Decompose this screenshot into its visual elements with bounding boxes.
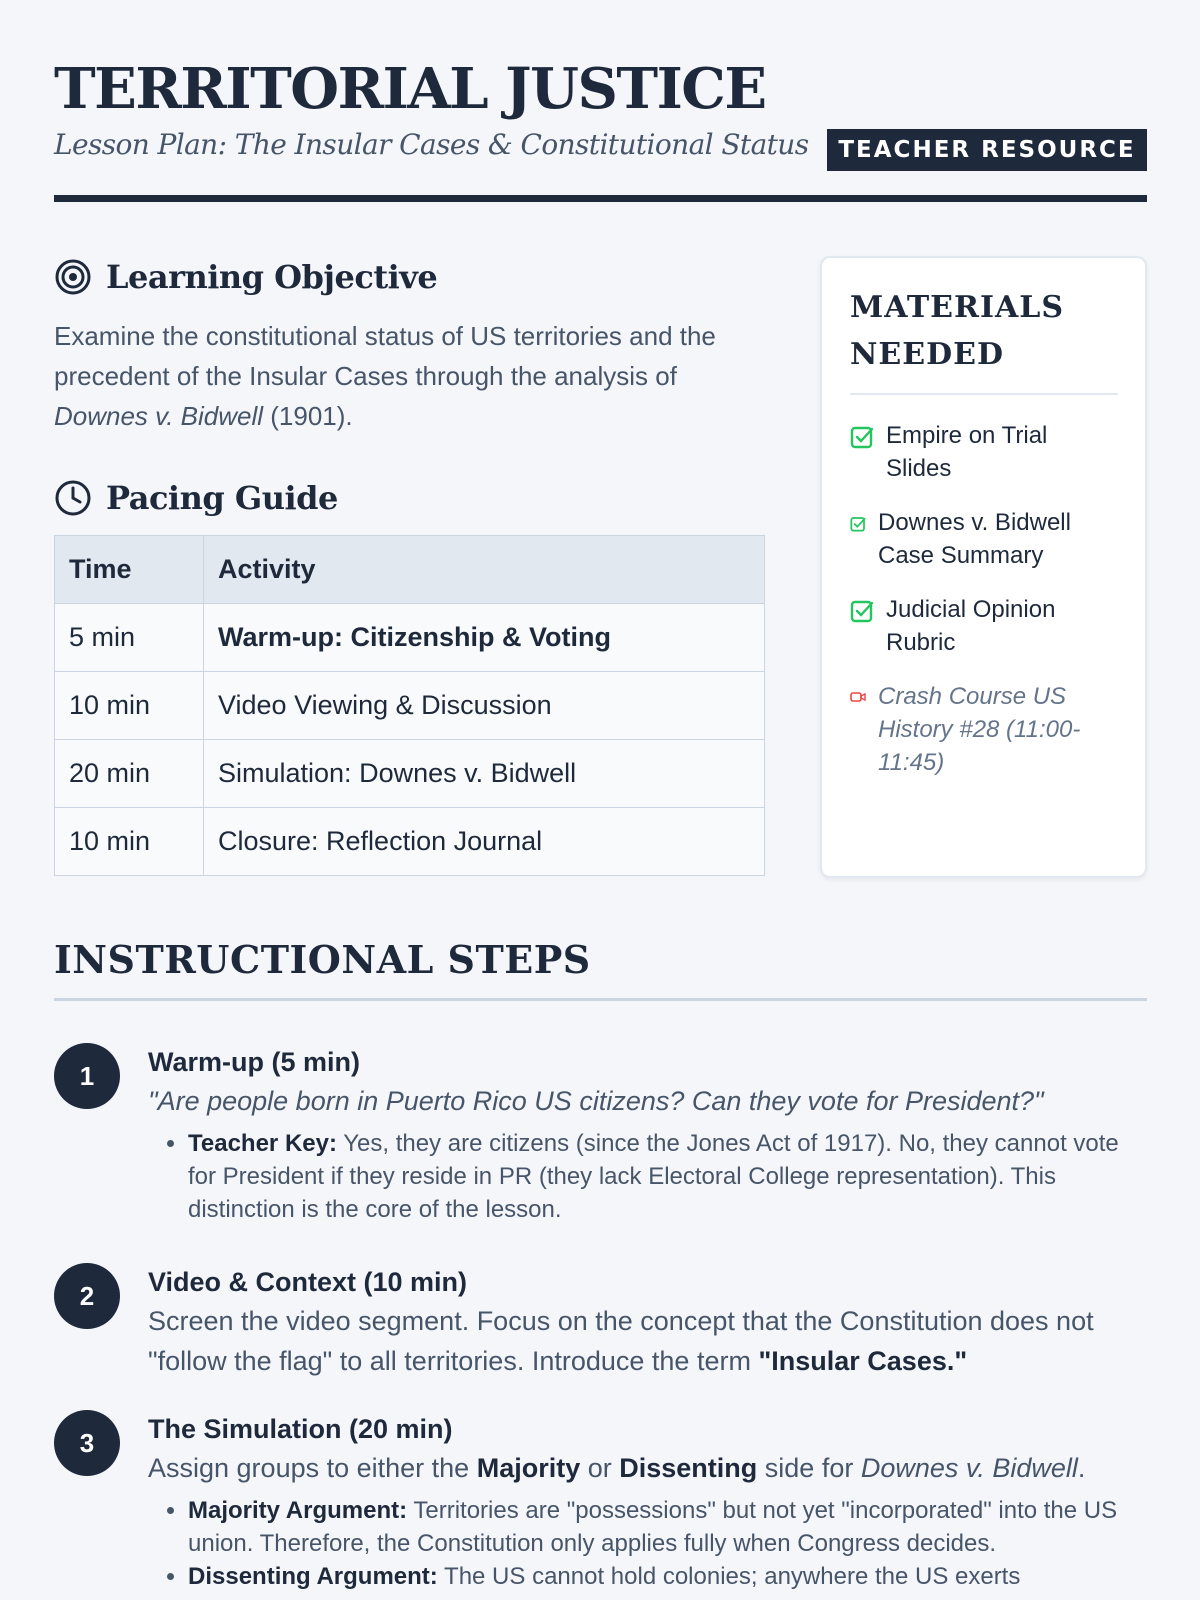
pacing-heading	[54, 479, 338, 517]
objective-text: Examine the constitutional status of US territories and the precedent of the Insular Cases through the analysis of Downes v. Bidwell (1901).	[54, 321, 716, 431]
time-cell: 20 min	[55, 740, 204, 808]
check-square-icon	[850, 599, 874, 623]
time-cell: 10 min	[55, 808, 204, 876]
step-title: Video & Context (10 min)	[148, 1267, 468, 1297]
check-square-icon	[850, 516, 866, 532]
material-label: Empire on Trial Slides	[886, 422, 1048, 482]
step-number-2: 2	[54, 1263, 120, 1329]
activity-cell: Closure: Reflection Journal	[204, 808, 765, 876]
material-item	[850, 680, 1093, 779]
step-bullets	[148, 1127, 1148, 1226]
activity-cell: Simulation: Downes v. Bidwell	[204, 740, 765, 808]
target-icon	[54, 258, 92, 296]
table-header-row	[55, 536, 765, 604]
teacher-resource-badge: TEACHER RESOURCE	[827, 129, 1147, 171]
page-title: TERRITORIAL JUSTICE	[54, 56, 766, 122]
objective-heading	[54, 258, 437, 296]
step-title: Warm-up (5 min)	[148, 1047, 360, 1077]
list-item: • Teacher Key: Yes, they are citizens (since the Jones Act of 1917). No, they cannot vote for President if they reside in PR (they lack Electoral College representation). This distinction is the core of the lesson.	[188, 1127, 1148, 1226]
material-item	[850, 419, 1076, 485]
page-subtitle: Lesson Plan: The Insular Cases & Constitutional Status	[54, 128, 809, 161]
pacing-table	[54, 535, 765, 876]
step-3	[148, 1410, 1148, 1593]
step-number-1: 1	[54, 1043, 120, 1109]
list-item: • Dissenting Argument: The US cannot hold colonies; anywhere the US exerts	[188, 1560, 1148, 1593]
clock-icon	[54, 479, 92, 517]
step-2	[148, 1263, 1148, 1381]
list-item: • Majority Argument: Territories are "possessions" but not yet "incorporated" into the US union. Therefore, the Constitution only applies fully when Congress decides.	[188, 1494, 1148, 1560]
table-row	[55, 604, 765, 672]
materials-heading: MATERIALS NEEDED	[850, 290, 1065, 372]
pacing-heading-label: Pacing Guide	[106, 479, 338, 517]
step-text: Screen the video segment. Focus on the concept that the Constitution does not "follow the flag" to all territories. Introduce the term "Insular Cases."	[148, 1306, 1094, 1376]
material-label: Judicial Opinion Rubric	[886, 596, 1056, 656]
video-icon	[850, 691, 866, 703]
step-text: Assign groups to either the Majority or Dissenting side for Downes v. Bidwell.	[148, 1453, 1086, 1483]
step-1	[148, 1043, 1148, 1226]
steps-divider	[54, 998, 1147, 1001]
step-number-3: 3	[54, 1410, 120, 1476]
step-bullets	[148, 1494, 1148, 1593]
material-item	[850, 506, 1088, 572]
table-row	[55, 740, 765, 808]
time-cell: 5 min	[55, 604, 204, 672]
material-label: Crash Course US History #28 (11:00-11:45)	[878, 683, 1081, 776]
table-row	[55, 808, 765, 876]
column-header-activity: Activity	[204, 536, 765, 604]
instructional-steps-heading: INSTRUCTIONAL STEPS	[54, 937, 591, 982]
material-label: Downes v. Bidwell Case Summary	[878, 509, 1071, 569]
material-item	[850, 593, 1076, 659]
objective-heading-label: Learning Objective	[106, 258, 438, 296]
step-title: The Simulation (20 min)	[148, 1414, 453, 1444]
materials-card	[820, 256, 1147, 878]
table-row	[55, 672, 765, 740]
time-cell: 10 min	[55, 672, 204, 740]
activity-cell: Video Viewing & Discussion	[204, 672, 765, 740]
materials-divider	[850, 393, 1118, 395]
header-divider	[54, 195, 1147, 202]
check-square-icon	[850, 425, 874, 449]
column-header-time: Time	[55, 536, 204, 604]
activity-cell: Warm-up: Citizenship & Voting	[204, 604, 765, 672]
warmup-question: "Are people born in Puerto Rico US citizens? Can they vote for President?"	[148, 1086, 1044, 1116]
case-name: Downes v. Bidwell	[54, 401, 264, 431]
insular-cases-term: "Insular Cases."	[758, 1346, 968, 1376]
